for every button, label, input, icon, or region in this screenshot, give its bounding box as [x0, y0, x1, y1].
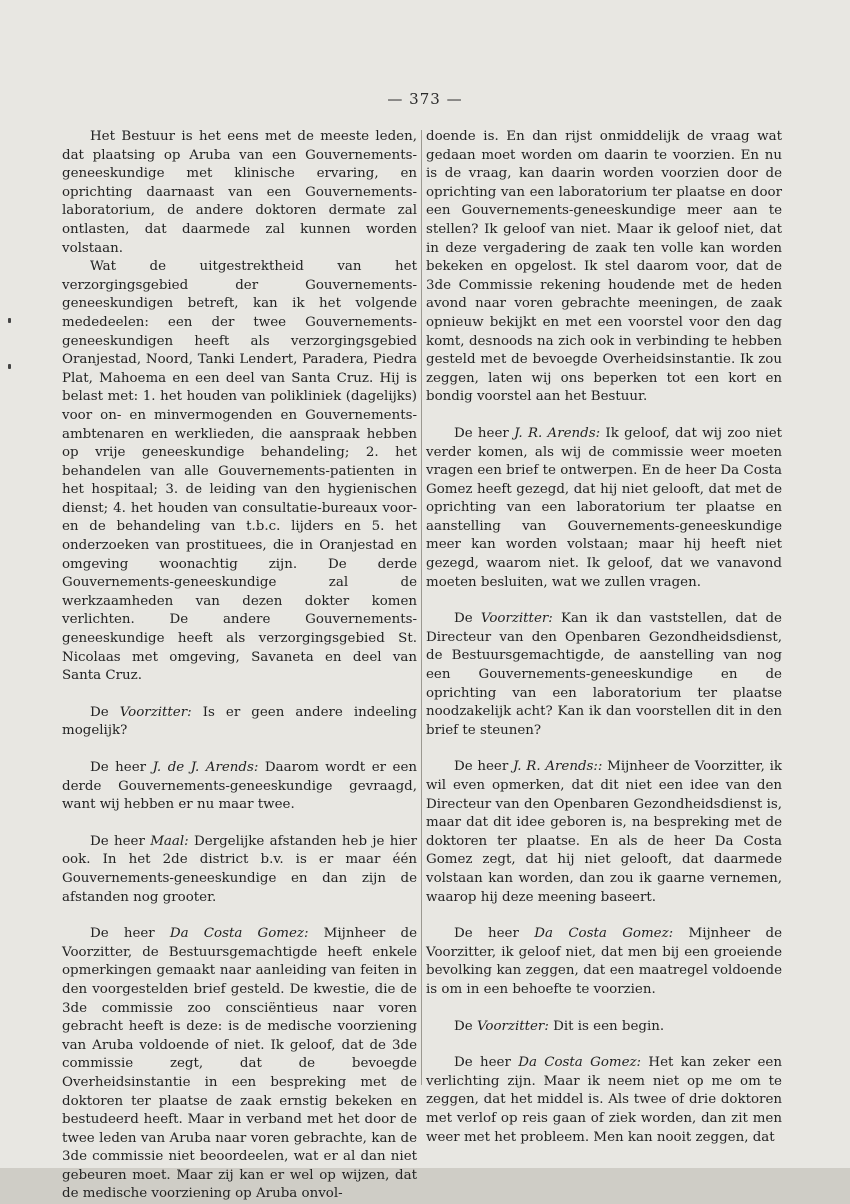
speaker-name: Voorzitter:: [476, 1018, 549, 1034]
paragraph: De Voorzitter: Is er geen andere indeeling mogelijk?: [62, 704, 417, 739]
paragraph: Het Bestuur is het eens met de meeste leden, dat plaatsing op Aruba van een Gouvernements-geneeskundige met klinische ervaring, en oprichting daarnaast van een Gouvernements-laboratorium, de andere doktoren dermate zal ontlasten, dat daarmede zal kunnen worden volstaan.: [62, 129, 417, 256]
speaker-name: Da Costa Gomez:: [534, 926, 674, 942]
speaker-name: Voorzitter:: [480, 611, 553, 627]
paragraph: De heer Da Costa Gomez: Het kan zeker een verlichting zijn. Maar ik neem niet op me om te zeggen, dat het middel is. Als twee of drie doktoren met verlof op reis gaan of ziek worden, dan zit men weer met het probleem. Men kan nooit zeggen, dat: [426, 1055, 782, 1145]
paragraph: De heer J. R. Arends:: Mijnheer de Voorzitter, ik wil even opmerken, dat dit niet een idee van den Directeur van den Openbaren Gezondheidsdienst is, maar dat dit idee geboren is, na bespreking met de doktoren ter plaatse. En als de heer Da Costa Gomez zegt, dat hij niet gelooft, dat daarmede volstaan kan worden, dan zou ik gaarne vernemen, waarop hij deze meening baseert.: [426, 759, 782, 905]
paragraph: De heer Da Costa Gomez: Mijnheer de Voorzitter, ik geloof niet, dat men bij een groeiende bevolking kan zeggen, dat een maatregel voldoende is om in een behoefte te voorzien.: [426, 926, 783, 997]
paragraph: Wat de uitgestrektheid van het verzorgingsgebied der Gouvernements-geneeskundigen betreft, kan ik het volgende mededeelen: een der twee Gouvernements-geneeskundigen heeft als verzorgingsgebied Oranjestad, Noord, Tanki Lendert, Paradera, Piedra Plat, Mahoema en een deel van Santa Cruz. Hij is belast met: 1. het houden van polikliniek (dagelijks) voor on- en minvermogenden en Gouvernements-ambtenaren en werklieden, die aanspraak hebben op vrije geneeskundige behandeling; 2. het behandelen van alle Gouvernements-patienten in het hospitaal; 3. de leiding van den hygienischen dienst; 4. het houden van consultatie-bureaux voor- en de behandeling van t.b.c. lijders en 5. het onderzoeken van prostituees, die in Oranjestad en omgeving woonachtig zijn. De derde Gouvernements-geneeskundige zal de werkzaamheden van dezen dokter komen verlichten. De andere Gouvernements-geneeskundige heeft als verzorgingsgebied St. Nicolaas met omgeving, Savaneta en deel van Santa Cruz.: [62, 259, 417, 684]
paragraph: De heer J. de J. Arends: Daarom wordt er een derde Gouvernements-geneeskundige gevraagd, want wij hebben er nu maar twee.: [62, 760, 418, 813]
paragraph: De Voorzitter: Dit is een begin.: [454, 1018, 665, 1034]
paragraph: De heer Da Costa Gomez: Mijnheer de Voorzitter, de Bestuursgemachtigde heeft enkele opmerkingen gemaakt naar aanleiding van feiten in den voorgestelden brief gesteld. De kwestie, die de 3de commissie zoo consciëntieus naar voren gebracht heeft is deze: is de medische voorziening van Aruba voldoende of niet. Ik geloof, dat de 3de commissie zegt, dat de bevoegde Overheidsinstantie in een bespreking met de doktoren ter plaatse de zaak ernstig bekeken en bestudeerd heeft. Maar in verband met het door de twee leden van Aruba naar voren gebrachte, kan de 3de commissie niet beoordeelen, wat er al dan niet gebeuren moet. Maar zij kan er wel op wijzen, dat de medische voorziening op Aruba onvol-: [62, 926, 417, 1202]
page-number: — 373 —: [387, 90, 463, 108]
speaker-name: J. de J. Arends:: [152, 760, 259, 775]
left-column: [62, 128, 417, 1204]
column-divider: [421, 130, 422, 1085]
speaker-name: J. R. Arends::: [512, 759, 603, 775]
paragraph: De heer Maal: Dergelijke afstanden heb je hier ook. In het 2de district b.v. is er maar één Gouvernements-geneeskundige en dan zijn de afstanden nog grooter.: [62, 833, 417, 905]
speaker-name: Voorzitter:: [119, 704, 192, 720]
speaker-name: Da Costa Gomez:: [169, 926, 309, 942]
margin-mark: [8, 318, 11, 323]
margin-mark: [8, 364, 11, 369]
speaker-name: Da Costa Gomez:: [518, 1055, 642, 1071]
paragraph: De Voorzitter: Kan ik dan vaststellen, dat de Directeur van den Openbaren Gezondheidsdienst, de Bestuursgemachtigde, de aanstelling van nog een Gouvernements-geneeskundige en de oprichting van een laboratorium ter plaatse noodzakelijk acht? Kan ik dan voorstellen dit in den brief te steunen?: [426, 611, 782, 738]
speaker-name: J. R. Arends:: [514, 425, 601, 441]
right-column: [426, 128, 782, 1147]
speaker-name: Maal:: [150, 833, 189, 849]
paragraph: De heer J. R. Arends: Ik geloof, dat wij zoo niet verder komen, als wij de commissie weer moeten vragen een brief te ontwerpen. En de heer Da Costa Gomez heeft gezegd, dat hij niet gelooft, dat met de oprichting van een laboratorium ter plaatse en aanstelling van Gouvernements-geneeskundige meer kan worden volstaan; maar hij heeft niet gezegd, waarom niet. Ik geloof, dat we vanavond moeten besluiten, wat we zullen vragen.: [426, 425, 783, 590]
paragraph: doende is. En dan rijst onmiddelijk de vraag wat gedaan moet worden om daarin te voorzien. En nu is de vraag, kan daarin worden voorzien door de oprichting van een laboratorium ter plaatse en door een Gouvernements-geneeskundige meer aan te stellen? Ik geloof van niet. Maar ik geloof niet, dat in deze vergadering de zaak ten volle kan worden bekeken en opgelost. Ik stel daarom voor, dat de 3de Commissie rekening houdende met de heden avond naar voren gebrachte meeningen, de zaak opnieuw bekijkt en met een voorstel voor den dag komt, desnoods na zich ook in verbinding te hebben gesteld met de bevoegde Overheidsinstantie. Ik zou zeggen, laten wij ons beperken tot een kort en bondig voorstel aan het Bestuur.: [426, 129, 782, 405]
